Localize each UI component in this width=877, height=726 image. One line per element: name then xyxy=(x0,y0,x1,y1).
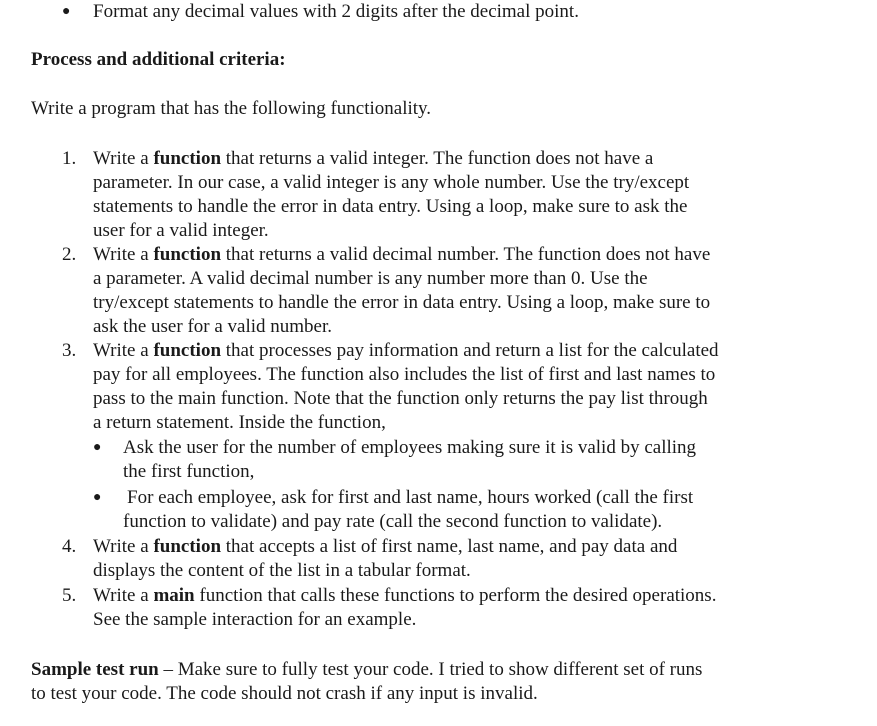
item-5-line-1: Write a main function that calls these functions to perform the desired operations. xyxy=(93,585,717,606)
item-2-line-4: ask the user for a valid number. xyxy=(93,316,333,337)
item-3-line-2: pay for all employees. The function also includes the list of first and last names to xyxy=(93,364,716,385)
item-number: 3. xyxy=(62,340,77,361)
sample-test-run-line-1: Sample test run – Make sure to fully test your code. I tried to show different set of runs xyxy=(31,659,703,680)
sub-bullet-2-line-2: function to validate) and pay rate (call the second function to validate). xyxy=(123,511,663,532)
item-3-line-1: Write a function that processes pay information and return a list for the calculated xyxy=(93,340,719,361)
item-number: 4. xyxy=(62,536,77,557)
sub-bullet-icon: ● xyxy=(93,440,102,455)
item-3-line-3: pass to the main function. Note that the function only returns the pay list through xyxy=(93,388,708,409)
item-5-line-2: See the sample interaction for an example. xyxy=(93,609,417,630)
item-1-line-1: Write a function that returns a valid integer. The function does not have a xyxy=(93,148,654,169)
sub-bullet-2-line-1: For each employee, ask for first and last name, hours worked (call the first xyxy=(127,487,694,508)
intro-text: Write a program that has the following functionality. xyxy=(31,98,432,119)
item-4-line-2: displays the content of the list in a tabular format. xyxy=(93,560,471,581)
sample-test-run-line-2: to test your code. The code should not crash if any input is invalid. xyxy=(31,683,538,704)
item-number: 1. xyxy=(62,148,77,169)
item-2-line-2: a parameter. A valid decimal number is any number more than 0. Use the xyxy=(93,268,648,289)
item-3-line-4: a return statement. Inside the function, xyxy=(93,412,386,433)
bullet-icon: ● xyxy=(62,4,71,19)
item-2-line-3: try/except statements to handle the error in data entry. Using a loop, make sure to xyxy=(93,292,711,313)
section-heading: Process and additional criteria: xyxy=(31,49,286,70)
sub-bullet-1-line-1: Ask the user for the number of employees making sure it is valid by calling xyxy=(123,437,697,458)
top-bullet-text: Format any decimal values with 2 digits after the decimal point. xyxy=(93,1,579,22)
item-1-line-4: user for a valid integer. xyxy=(93,220,269,241)
sub-bullet-icon: ● xyxy=(93,490,102,505)
sub-bullet-1-line-2: the first function, xyxy=(123,461,255,482)
item-number: 2. xyxy=(62,244,77,265)
item-number: 5. xyxy=(62,585,77,606)
item-1-line-2: parameter. In our case, a valid integer is any whole number. Use the try/except xyxy=(93,172,690,193)
item-4-line-1: Write a function that accepts a list of first name, last name, and pay data and xyxy=(93,536,678,557)
item-1-line-3: statements to handle the error in data entry. Using a loop, make sure to ask the xyxy=(93,196,688,217)
item-2-line-1: Write a function that returns a valid decimal number. The function does not have xyxy=(93,244,711,265)
